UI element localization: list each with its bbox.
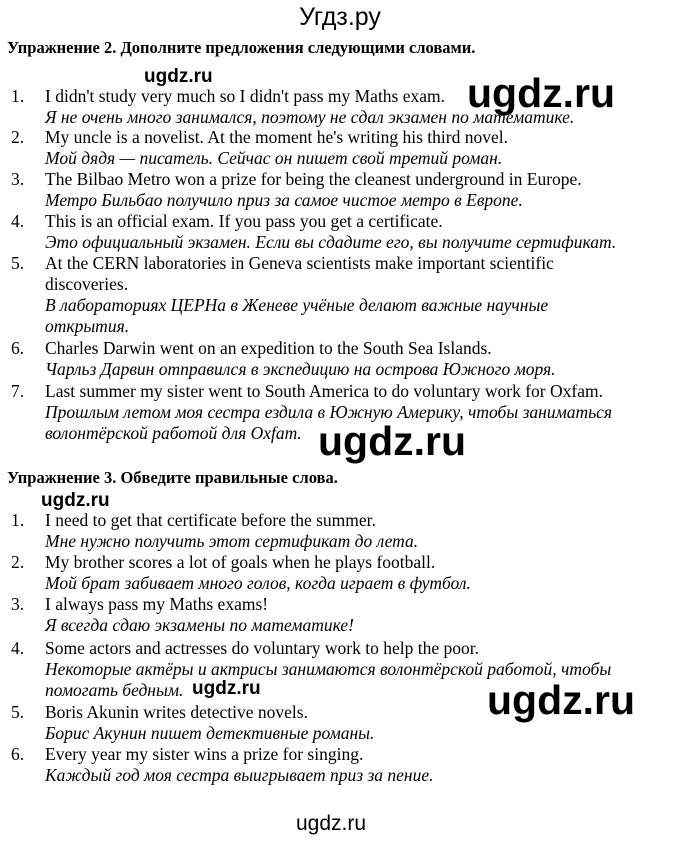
item-number: 2.	[11, 552, 25, 572]
item-russian-text: Мне нужно получить этот сертификат до лета.	[45, 531, 419, 551]
item-english-text: Some actors and actresses do voluntary work to help the poor.	[45, 638, 479, 658]
watermark: ugdz.ru	[467, 70, 616, 116]
item-russian-text: волонтёрской работой для Oxfam.	[45, 423, 302, 443]
watermark: ugdz.ru	[192, 678, 261, 699]
item-english-text: discoveries.	[45, 274, 129, 294]
item-number: 4.	[11, 211, 25, 231]
item-number: 6.	[11, 744, 25, 764]
exercise-2-heading: Упражнение 2. Дополните предложения следующими словами.	[7, 38, 476, 57]
item-russian-text: Некоторые актёры и актрисы занимаются волонтёрской работой, чтобы	[45, 659, 612, 679]
item-number: 4.	[11, 638, 25, 658]
item-english-text: Charles Darwin went on an expedition to the South Sea Islands.	[45, 338, 492, 358]
watermark: ugdz.ru	[487, 677, 636, 723]
item-english-text: Last summer my sister went to South America to do voluntary work for Oxfam.	[45, 381, 603, 401]
item-russian-text: открытия.	[45, 316, 130, 336]
item-russian-text: Мой брат забивает много голов, когда играет в футбол.	[45, 573, 471, 593]
item-english-text: My uncle is a novelist. At the moment he's writing his third novel.	[45, 127, 508, 147]
item-number: 3.	[11, 594, 25, 614]
item-russian-text: Прошлым летом моя сестра ездила в Южную Америку, чтобы заниматься	[45, 402, 613, 422]
site-title: Угдз.ру	[299, 3, 381, 31]
item-number: 1.	[11, 510, 25, 530]
item-russian-text: помогать бедным.	[45, 680, 184, 700]
item-english-text: This is an official exam. If you pass you get a certificate.	[45, 211, 443, 231]
item-english-text: Every year my sister wins a prize for singing.	[45, 744, 364, 764]
item-english-text: I need to get that certificate before the summer.	[45, 510, 376, 530]
item-number: 1.	[11, 86, 25, 106]
item-english-text: The Bilbao Metro won a prize for being the cleanest underground in Europe.	[45, 169, 582, 189]
item-number: 2.	[11, 127, 25, 147]
item-english-text: I always pass my Maths exams!	[45, 594, 269, 614]
item-english-text: At the CERN laboratories in Geneva scientists make important scientific	[45, 253, 554, 273]
item-number: 7.	[11, 381, 25, 401]
item-english-text: Boris Akunin writes detective novels.	[45, 702, 308, 722]
watermark: ugdz.ru	[144, 66, 213, 87]
watermark: ugdz.ru	[41, 490, 110, 511]
exercise-3-heading: Упражнение 3. Обведите правильные слова.	[7, 468, 338, 487]
item-russian-text: Я не очень много занимался, поэтому не сдал экзамен по математике.	[45, 107, 575, 127]
item-english-text: I didn't study very much so I didn't pass my Maths exam.	[45, 86, 446, 106]
item-russian-text: Чарльз Дарвин отправился в экспедицию на острова Южного моря.	[45, 359, 556, 379]
item-russian-text: Я всегда сдаю экзамены по математике!	[45, 615, 354, 635]
item-number: 5.	[11, 702, 25, 722]
item-russian-text: Мой дядя — писатель. Сейчас он пишет свой третий роман.	[45, 148, 503, 168]
item-russian-text: Борис Акунин пишет детективные романы.	[45, 723, 375, 743]
item-english-text: My brother scores a lot of goals when he plays football.	[45, 552, 436, 572]
item-number: 3.	[11, 169, 25, 189]
item-russian-text: Каждый год моя сестра выигрывает приз за пение.	[45, 765, 434, 785]
watermark: ugdz.ru	[296, 812, 367, 835]
item-russian-text: Метро Бильбао получило приз за самое чистое метро в Европе.	[45, 190, 523, 210]
item-russian-text: Это официальный экзамен. Если вы сдадите его, вы получите сертификат.	[45, 232, 617, 252]
watermark: ugdz.ru	[318, 418, 467, 464]
item-number: 6.	[11, 338, 25, 358]
item-russian-text: В лабораториях ЦЕРНа в Женеве учёные делают важные научные	[45, 295, 549, 315]
item-number: 5.	[11, 253, 25, 273]
